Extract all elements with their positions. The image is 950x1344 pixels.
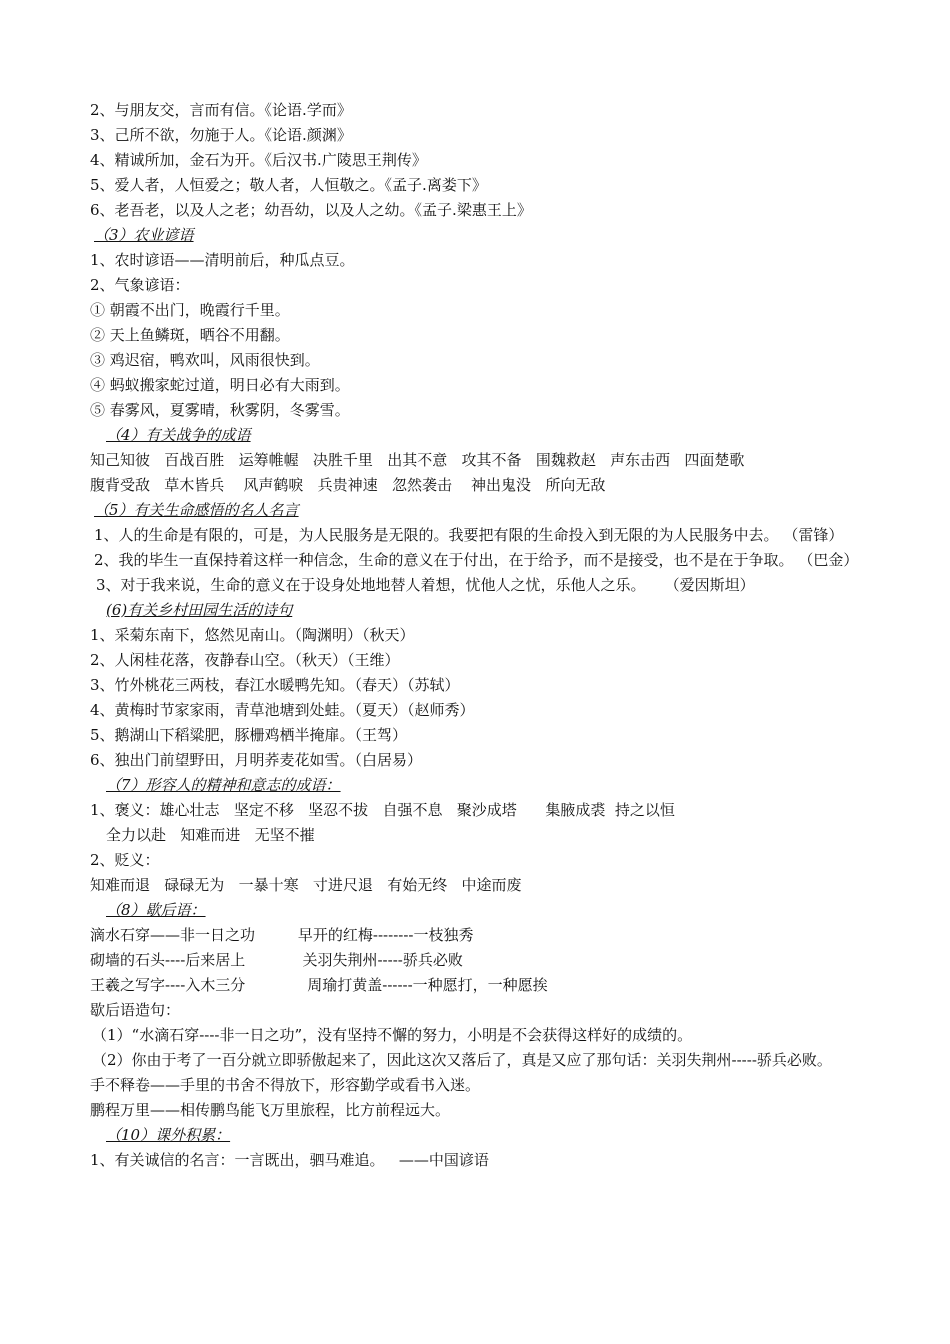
text-line: 2、与朋友交，言而有信。《论语.学而》 <box>90 101 352 119</box>
document-body <box>90 98 870 1173</box>
text-line: 砌墙的石头----后来居上 关羽失荆州-----骄兵必败 <box>90 951 463 969</box>
text-line: ① 朝霞不出门，晚霞行千里。 <box>90 301 290 319</box>
section-heading: （7）形容人的精神和意志的成语： <box>106 776 341 794</box>
text-line: 知己知彼 百战百胜 运筹帷幄 决胜千里 出其不意 攻其不备 围魏救赵 声东击西 四面楚歌 <box>90 451 745 469</box>
text-line: 5、爱人者，人恒爱之；敬人者，人恒敬之。《孟子.离娄下》 <box>90 176 487 194</box>
text-line: 滴水石穿——非一日之功 早开的红梅--------一枝独秀 <box>90 926 474 944</box>
text-line: 王羲之写字----入木三分 周瑜打黄盖------一种愿打，一种愿挨 <box>90 976 548 994</box>
section-heading: （4）有关战争的成语 <box>106 426 251 444</box>
section-heading: （5）有关生命感悟的名人名言 <box>94 501 299 519</box>
text-line: 2、气象谚语： <box>90 276 190 294</box>
section-heading: （10）课外积累： <box>106 1126 231 1144</box>
section-heading: （8）歇后语： <box>106 901 206 919</box>
text-line: 歇后语造句： <box>90 1001 181 1019</box>
text-line: 手不释卷——手里的书舍不得放下，形容勤学或看书入迷。 <box>90 1076 481 1094</box>
text-line: 4、黄梅时节家家雨，青草池塘到处蛙。（夏天）（赵师秀） <box>90 701 475 719</box>
text-line: 1、采菊东南下，悠然见南山。（陶渊明）（秋天） <box>90 626 415 644</box>
text-line: 1、农时谚语——清明前后，种瓜点豆。 <box>90 251 355 269</box>
text-line: 2、我的毕生一直保持着这样一种信念，生命的意义在于付出，在于给予，而不是接受，也不是在于争取。 （巴金） <box>94 551 859 569</box>
text-line: 腹背受敌 草木皆兵 风声鹤唳 兵贵神速 忽然袭击 神出鬼没 所向无敌 <box>90 476 606 494</box>
text-line: ② 天上鱼鳞斑，晒谷不用翻。 <box>90 326 290 344</box>
text-line: 1、人的生命是有限的，可是，为人民服务是无限的。我要把有限的生命投入到无限的为人民服务中去。 （雷锋） <box>94 526 844 544</box>
section-heading: （3）农业谚语 <box>94 226 194 244</box>
text-line: 3、对于我来说，生命的意义在于设身处地地替人着想，忧他人之忧，乐他人之乐。 （爱因斯坦） <box>96 576 755 594</box>
text-line: 3、竹外桃花三两枝，春江水暖鸭先知。（春天）（苏轼） <box>90 676 460 694</box>
text-line: 5、鹅湖山下稻粱肥，豚栅鸡栖半掩扉。（王驾） <box>90 726 408 744</box>
text-line: ④ 蚂蚁搬家蛇过道，明日必有大雨到。 <box>90 376 350 394</box>
text-line: 知难而退 碌碌无为 一暴十寒 寸进尺退 有始无终 中途而废 <box>90 876 522 894</box>
text-line: 1、有关诚信的名言：一言既出，驷马难追。 ——中国谚语 <box>90 1151 489 1169</box>
text-line: 2、贬义： <box>90 851 160 869</box>
text-line: 1、褒义：雄心壮志 坚定不移 坚忍不拔 自强不息 聚沙成塔 集腋成裘 持之以恒 <box>90 801 675 819</box>
text-line: 全力以赴 知难而进 无坚不摧 <box>106 826 315 844</box>
text-line: 3、己所不欲，勿施于人。《论语.颜渊》 <box>90 126 352 144</box>
text-line: 鹏程万里——相传鹏鸟能飞万里旅程，比方前程远大。 <box>90 1101 451 1119</box>
text-line: 4、精诚所加，金石为开。《后汉书.广陵思王荆传》 <box>90 151 427 169</box>
text-line: 6、老吾老，以及人之老；幼吾幼，以及人之幼。《孟子.梁惠王上》 <box>90 201 532 219</box>
text-line: （1）“水滴石穿----非一日之功”，没有坚持不懈的努力，小明是不会获得这样好的成绩的。 <box>92 1026 693 1044</box>
text-line: ⑤ 春雾风，夏雾晴，秋雾阴，冬雾雪。 <box>90 401 350 419</box>
section-heading: (6)有关乡村田园生活的诗句 <box>106 601 293 619</box>
text-line: 6、独出门前望野田，月明荞麦花如雪。（白居易） <box>90 751 423 769</box>
text-line: （2）你由于考了一百分就立即骄傲起来了，因此这次又落后了，真是又应了那句话：关羽失荆州-----骄兵必败。 <box>92 1051 832 1069</box>
text-line: 2、人闲桂花落，夜静春山空。（秋天）（王维） <box>90 651 400 669</box>
text-line: ③ 鸡迟宿，鸭欢叫，风雨很快到。 <box>90 351 320 369</box>
